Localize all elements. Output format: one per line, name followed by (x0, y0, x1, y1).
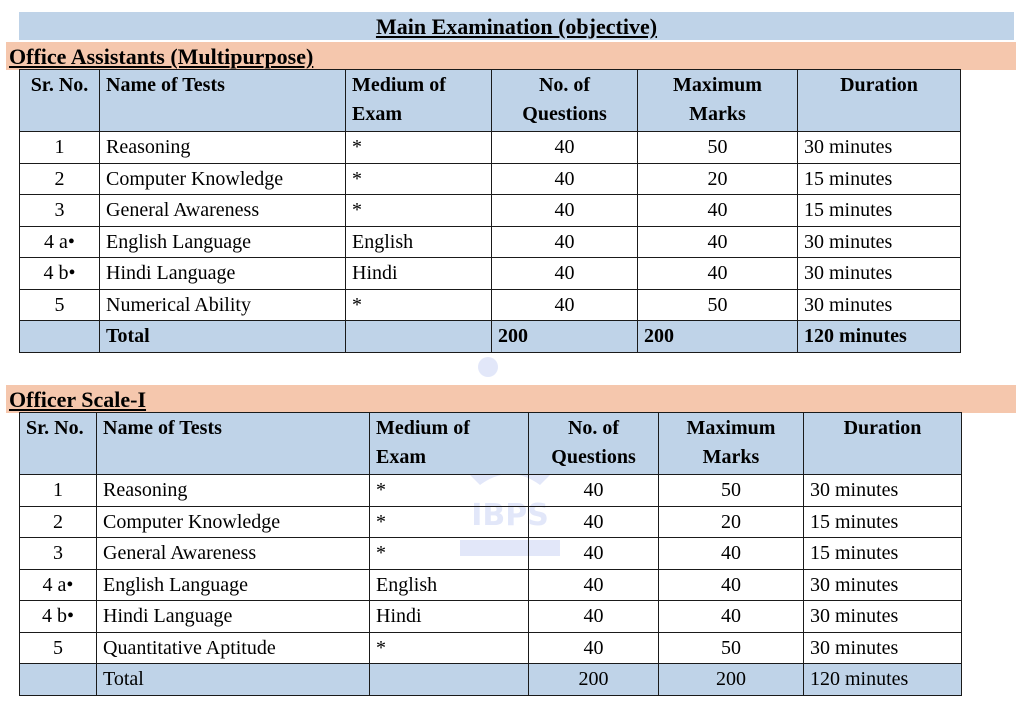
col-header-questions: No. of Questions (529, 413, 659, 475)
cell-marks: 50 (659, 632, 804, 664)
table-header-row (20, 70, 961, 132)
total-duration: 120 minutes (798, 321, 961, 353)
cell-marks: 40 (659, 601, 804, 633)
total-marks: 200 (659, 664, 804, 696)
col-header-medium: Medium of Exam (370, 413, 529, 475)
cell-sr: 1 (20, 475, 97, 507)
col-header-marks: Maximum Marks (638, 70, 798, 132)
cell-medium: Hindi (370, 601, 529, 633)
cell-medium: English (346, 226, 492, 258)
table-row (20, 569, 962, 601)
cell-medium: * (370, 538, 529, 570)
total-row (20, 321, 961, 353)
col-header-duration: Duration (798, 70, 961, 132)
cell-sr: 3 (20, 538, 97, 570)
cell-sr: 3 (20, 195, 100, 227)
total-duration: 120 minutes (804, 664, 962, 696)
cell-empty (370, 664, 529, 696)
cell-marks: 40 (638, 195, 798, 227)
section-heading-band (6, 385, 1016, 413)
cell-test-name: Reasoning (100, 132, 346, 164)
cell-test-name: General Awareness (100, 195, 346, 227)
col-header-name: Name of Tests (97, 413, 370, 475)
col-header-duration: Duration (804, 413, 962, 475)
cell-medium: * (370, 506, 529, 538)
cell-sr: 5 (20, 289, 100, 321)
cell-marks: 40 (638, 226, 798, 258)
col-header-medium: Medium of Exam (346, 70, 492, 132)
cell-test-name: Quantitative Aptitude (97, 632, 370, 664)
cell-duration: 15 minutes (798, 163, 961, 195)
cell-questions: 40 (529, 475, 659, 507)
svg-text:IBPS: IBPS (471, 498, 549, 533)
cell-duration: 30 minutes (798, 258, 961, 290)
total-row (20, 664, 962, 696)
cell-test-name: English Language (100, 226, 346, 258)
cell-questions: 40 (492, 163, 638, 195)
cell-marks: 50 (638, 289, 798, 321)
table-row (20, 195, 961, 227)
cell-sr: 4 b• (20, 258, 100, 290)
cell-test-name: Computer Knowledge (97, 506, 370, 538)
cell-marks: 20 (638, 163, 798, 195)
cell-duration: 15 minutes (804, 538, 962, 570)
cell-medium: * (370, 475, 529, 507)
cell-medium: English (370, 569, 529, 601)
cell-questions: 40 (492, 258, 638, 290)
total-label: Total (100, 321, 346, 353)
cell-duration: 30 minutes (804, 569, 962, 601)
table-row (20, 601, 962, 633)
cell-test-name: English Language (97, 569, 370, 601)
table-row (20, 632, 962, 664)
cell-marks: 50 (659, 475, 804, 507)
total-label: Total (97, 664, 370, 696)
cell-sr: 4 a• (20, 226, 100, 258)
cell-test-name: Hindi Language (100, 258, 346, 290)
cell-duration: 30 minutes (798, 226, 961, 258)
cell-marks: 40 (659, 538, 804, 570)
table-row (20, 163, 961, 195)
cell-marks: 50 (638, 132, 798, 164)
section-heading-band (6, 42, 1016, 70)
cell-marks: 40 (659, 569, 804, 601)
cell-questions: 40 (529, 569, 659, 601)
total-questions: 200 (492, 321, 638, 353)
cell-questions: 40 (492, 132, 638, 164)
table-row (20, 226, 961, 258)
table-row (20, 289, 961, 321)
cell-questions: 40 (529, 506, 659, 538)
cell-medium: * (370, 632, 529, 664)
cell-sr: 5 (20, 632, 97, 664)
cell-sr: 2 (20, 163, 100, 195)
cell-empty (20, 664, 97, 696)
table-row (20, 538, 962, 570)
cell-test-name: Numerical Ability (100, 289, 346, 321)
cell-test-name: Hindi Language (97, 601, 370, 633)
cell-test-name: General Awareness (97, 538, 370, 570)
col-header-marks: Maximum Marks (659, 413, 804, 475)
cell-duration: 30 minutes (798, 132, 961, 164)
cell-medium: * (346, 289, 492, 321)
main-title-band (19, 12, 1014, 40)
total-marks: 200 (638, 321, 798, 353)
table-row (20, 132, 961, 164)
cell-questions: 40 (529, 632, 659, 664)
cell-questions: 40 (492, 195, 638, 227)
cell-empty (346, 321, 492, 353)
cell-questions: 40 (529, 601, 659, 633)
cell-test-name: Reasoning (97, 475, 370, 507)
cell-sr: 2 (20, 506, 97, 538)
table-row (20, 506, 962, 538)
table-row (20, 475, 962, 507)
officer-scale-table (19, 412, 962, 696)
office-assistants-table (19, 69, 961, 353)
cell-duration: 30 minutes (804, 632, 962, 664)
cell-sr: 4 b• (20, 601, 97, 633)
cell-sr: 1 (20, 132, 100, 164)
cell-duration: 15 minutes (804, 506, 962, 538)
cell-marks: 20 (659, 506, 804, 538)
col-header-questions: No. of Questions (492, 70, 638, 132)
section-heading: Office Assistants (Multipurpose) (9, 44, 314, 69)
table-header-row (20, 413, 962, 475)
cell-sr: 4 a• (20, 569, 97, 601)
cell-test-name: Computer Knowledge (100, 163, 346, 195)
cell-duration: 30 minutes (804, 475, 962, 507)
col-header-name: Name of Tests (100, 70, 346, 132)
cell-medium: * (346, 195, 492, 227)
cell-empty (20, 321, 100, 353)
cell-duration: 15 minutes (798, 195, 961, 227)
cell-questions: 40 (492, 289, 638, 321)
col-header-sr: Sr. No. (20, 70, 100, 132)
cell-duration: 30 minutes (798, 289, 961, 321)
cell-questions: 40 (492, 226, 638, 258)
cell-marks: 40 (638, 258, 798, 290)
col-header-sr: Sr. No. (20, 413, 97, 475)
page-title: Main Examination (objective) (375, 14, 658, 39)
section-heading: Officer Scale-I (9, 387, 147, 412)
table-row (20, 258, 961, 290)
cell-medium: * (346, 132, 492, 164)
cell-medium: * (346, 163, 492, 195)
total-questions: 200 (529, 664, 659, 696)
cell-duration: 30 minutes (804, 601, 962, 633)
cell-questions: 40 (529, 538, 659, 570)
cell-medium: Hindi (346, 258, 492, 290)
